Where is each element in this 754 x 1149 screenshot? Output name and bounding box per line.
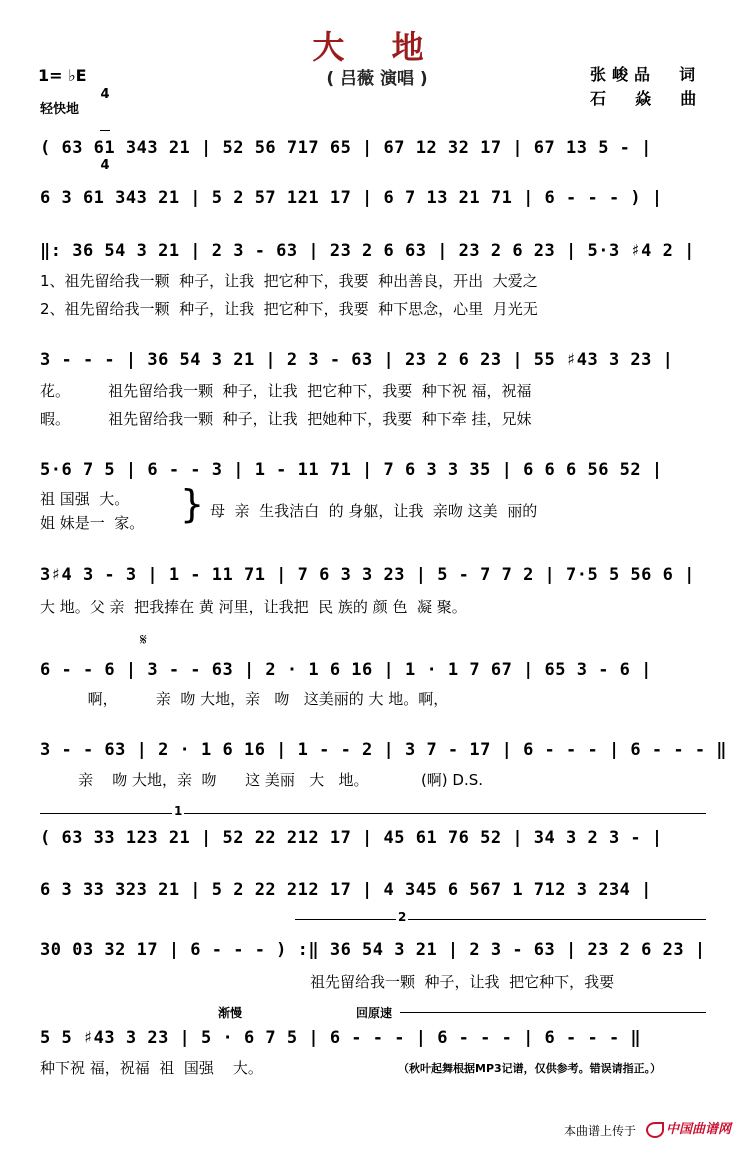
ritardando-marking: 渐慢: [218, 1006, 243, 1020]
notation-row-2: 6 3 61 343 21 | 5 2 57 121 17 | 6 7 13 21 71 | 6 - - - ) |: [40, 188, 663, 208]
singer-subtitle: ( 吕薇 演唱 ): [326, 69, 428, 89]
meter-bottom: 4: [100, 158, 110, 173]
notation-row-12: 5 5 ♯43 3 23 | 5 · 6 7 5 | 6 - - - | 6 - - - | 6 - - - ‖: [40, 1028, 642, 1048]
lyrics-row-5-shared: 母 亲 生我洁白 的 身躯，让我 亲吻 这美 丽的: [210, 502, 538, 520]
lyrics-row-3-verse-1: 1、祖先留给我一颗 种子，让我 把它种下，我要 种出善良，开出 大爱之: [40, 272, 538, 290]
a-tempo-marking: 回原速: [356, 1006, 393, 1020]
logo-icon: [646, 1122, 664, 1138]
upload-notice: 本曲谱上传于: [563, 1124, 636, 1138]
segno-symbol: 𝄋: [140, 630, 147, 649]
lyricist-credit: 张峻品 词: [590, 65, 702, 84]
brace-symbol: }: [180, 482, 205, 526]
ending-2-bracket: [295, 919, 706, 920]
site-logo[interactable]: [646, 1118, 731, 1138]
notation-row-7: 6 - - 6 | 3 - - 63 | 2 · 1 6 16 | 1 · 1 7 67 | 65 3 - 6 |: [40, 660, 652, 680]
notation-row-4: 3 - - - | 36 54 3 21 | 2 3 - 63 | 23 2 6 23 | 55 ♯43 3 23 |: [40, 350, 674, 370]
meter-top: 4: [100, 87, 110, 102]
song-title: 大 地: [312, 28, 442, 66]
a-tempo-line: [400, 1012, 706, 1013]
notation-row-10: 6 3 33 323 21 | 5 2 22 212 17 | 4 345 6 567 1 712 3 234 |: [40, 880, 652, 900]
lyrics-row-7: 啊， 亲 吻 大地，亲 吻 这美丽的 大 地。啊，: [40, 690, 449, 708]
notation-row-3: ‖: 36 54 3 21 | 2 3 - 63 | 23 2 6 63 | 23 2 6 23 | 5·3 ♯4 2 |: [40, 241, 695, 261]
time-signature: [100, 60, 110, 187]
lyrics-row-4-verse-2: 暇。 祖先留给我一颗 种子，让我 把她种下，我要 种下牵 挂，兄妹: [40, 410, 532, 428]
lyrics-row-8: 亲 吻 大地，亲 吻 这 美丽 大 地。 (啊) D.S.: [40, 771, 484, 789]
lyrics-row-5-verse-1: 祖 国强 大。: [40, 490, 130, 508]
transcription-note: （秋叶起舞根据MP3记谱，仅供参考。错误请指正。）: [398, 1062, 662, 1075]
lyrics-row-3-verse-2: 2、祖先留给我一颗 种子，让我 把它种下，我要 种下思念，心里 月光无: [40, 300, 538, 318]
ending-2-number: 2: [398, 910, 407, 924]
key-signature: 1= ♭E: [38, 66, 87, 85]
lyrics-row-4-verse-1: 花。 祖先留给我一颗 种子，让我 把它种下，我要 种下祝 福，祝福: [40, 382, 532, 400]
notation-row-6: 3♯4 3 - 3 | 1 - 11 71 | 7 6 3 3 23 | 5 - 7 7 2 | 7·5 5 56 6 |: [40, 565, 695, 585]
meter-divider: [100, 130, 110, 131]
tempo-marking: 轻快地: [40, 102, 80, 117]
ending-1-number: 1: [174, 804, 183, 818]
notation-row-1: ( 63 61 343 21 | 52 56 717 65 | 67 12 32 17 | 67 13 5 - |: [40, 138, 652, 158]
notation-row-11: 30 03 32 17 | 6 - - - ) :‖ 36 54 3 21 | 2 3 - 63 | 23 2 6 23 |: [40, 940, 706, 960]
lyrics-row-5-verse-2: 姐 妹是一 家。: [40, 514, 145, 532]
lyrics-row-6: 大 地。父 亲 把我捧在 黄 河里，让我把 民 族的 颜 色 凝 聚。: [40, 598, 467, 616]
notation-row-8: 3 - - 63 | 2 · 1 6 16 | 1 - - 2 | 3 7 - 17 | 6 - - - | 6 - - - ‖: [40, 740, 728, 760]
notation-row-9: ( 63 33 123 21 | 52 22 212 17 | 45 61 76 52 | 34 3 2 3 - |: [40, 828, 663, 848]
lyrics-row-12: 种下祝 福，祝福 祖 国强 大。: [40, 1059, 263, 1077]
ending-1-bracket: [40, 813, 706, 814]
composer-credit: 石 焱 曲: [590, 89, 703, 108]
site-name: 中国曲谱网: [666, 1122, 732, 1137]
notation-row-5: 5·6 7 5 | 6 - - 3 | 1 - 11 71 | 7 6 3 3 35 | 6 6 6 56 52 |: [40, 460, 663, 480]
lyrics-row-11: 祖先留给我一颗 种子，让我 把它种下，我要: [310, 973, 615, 991]
